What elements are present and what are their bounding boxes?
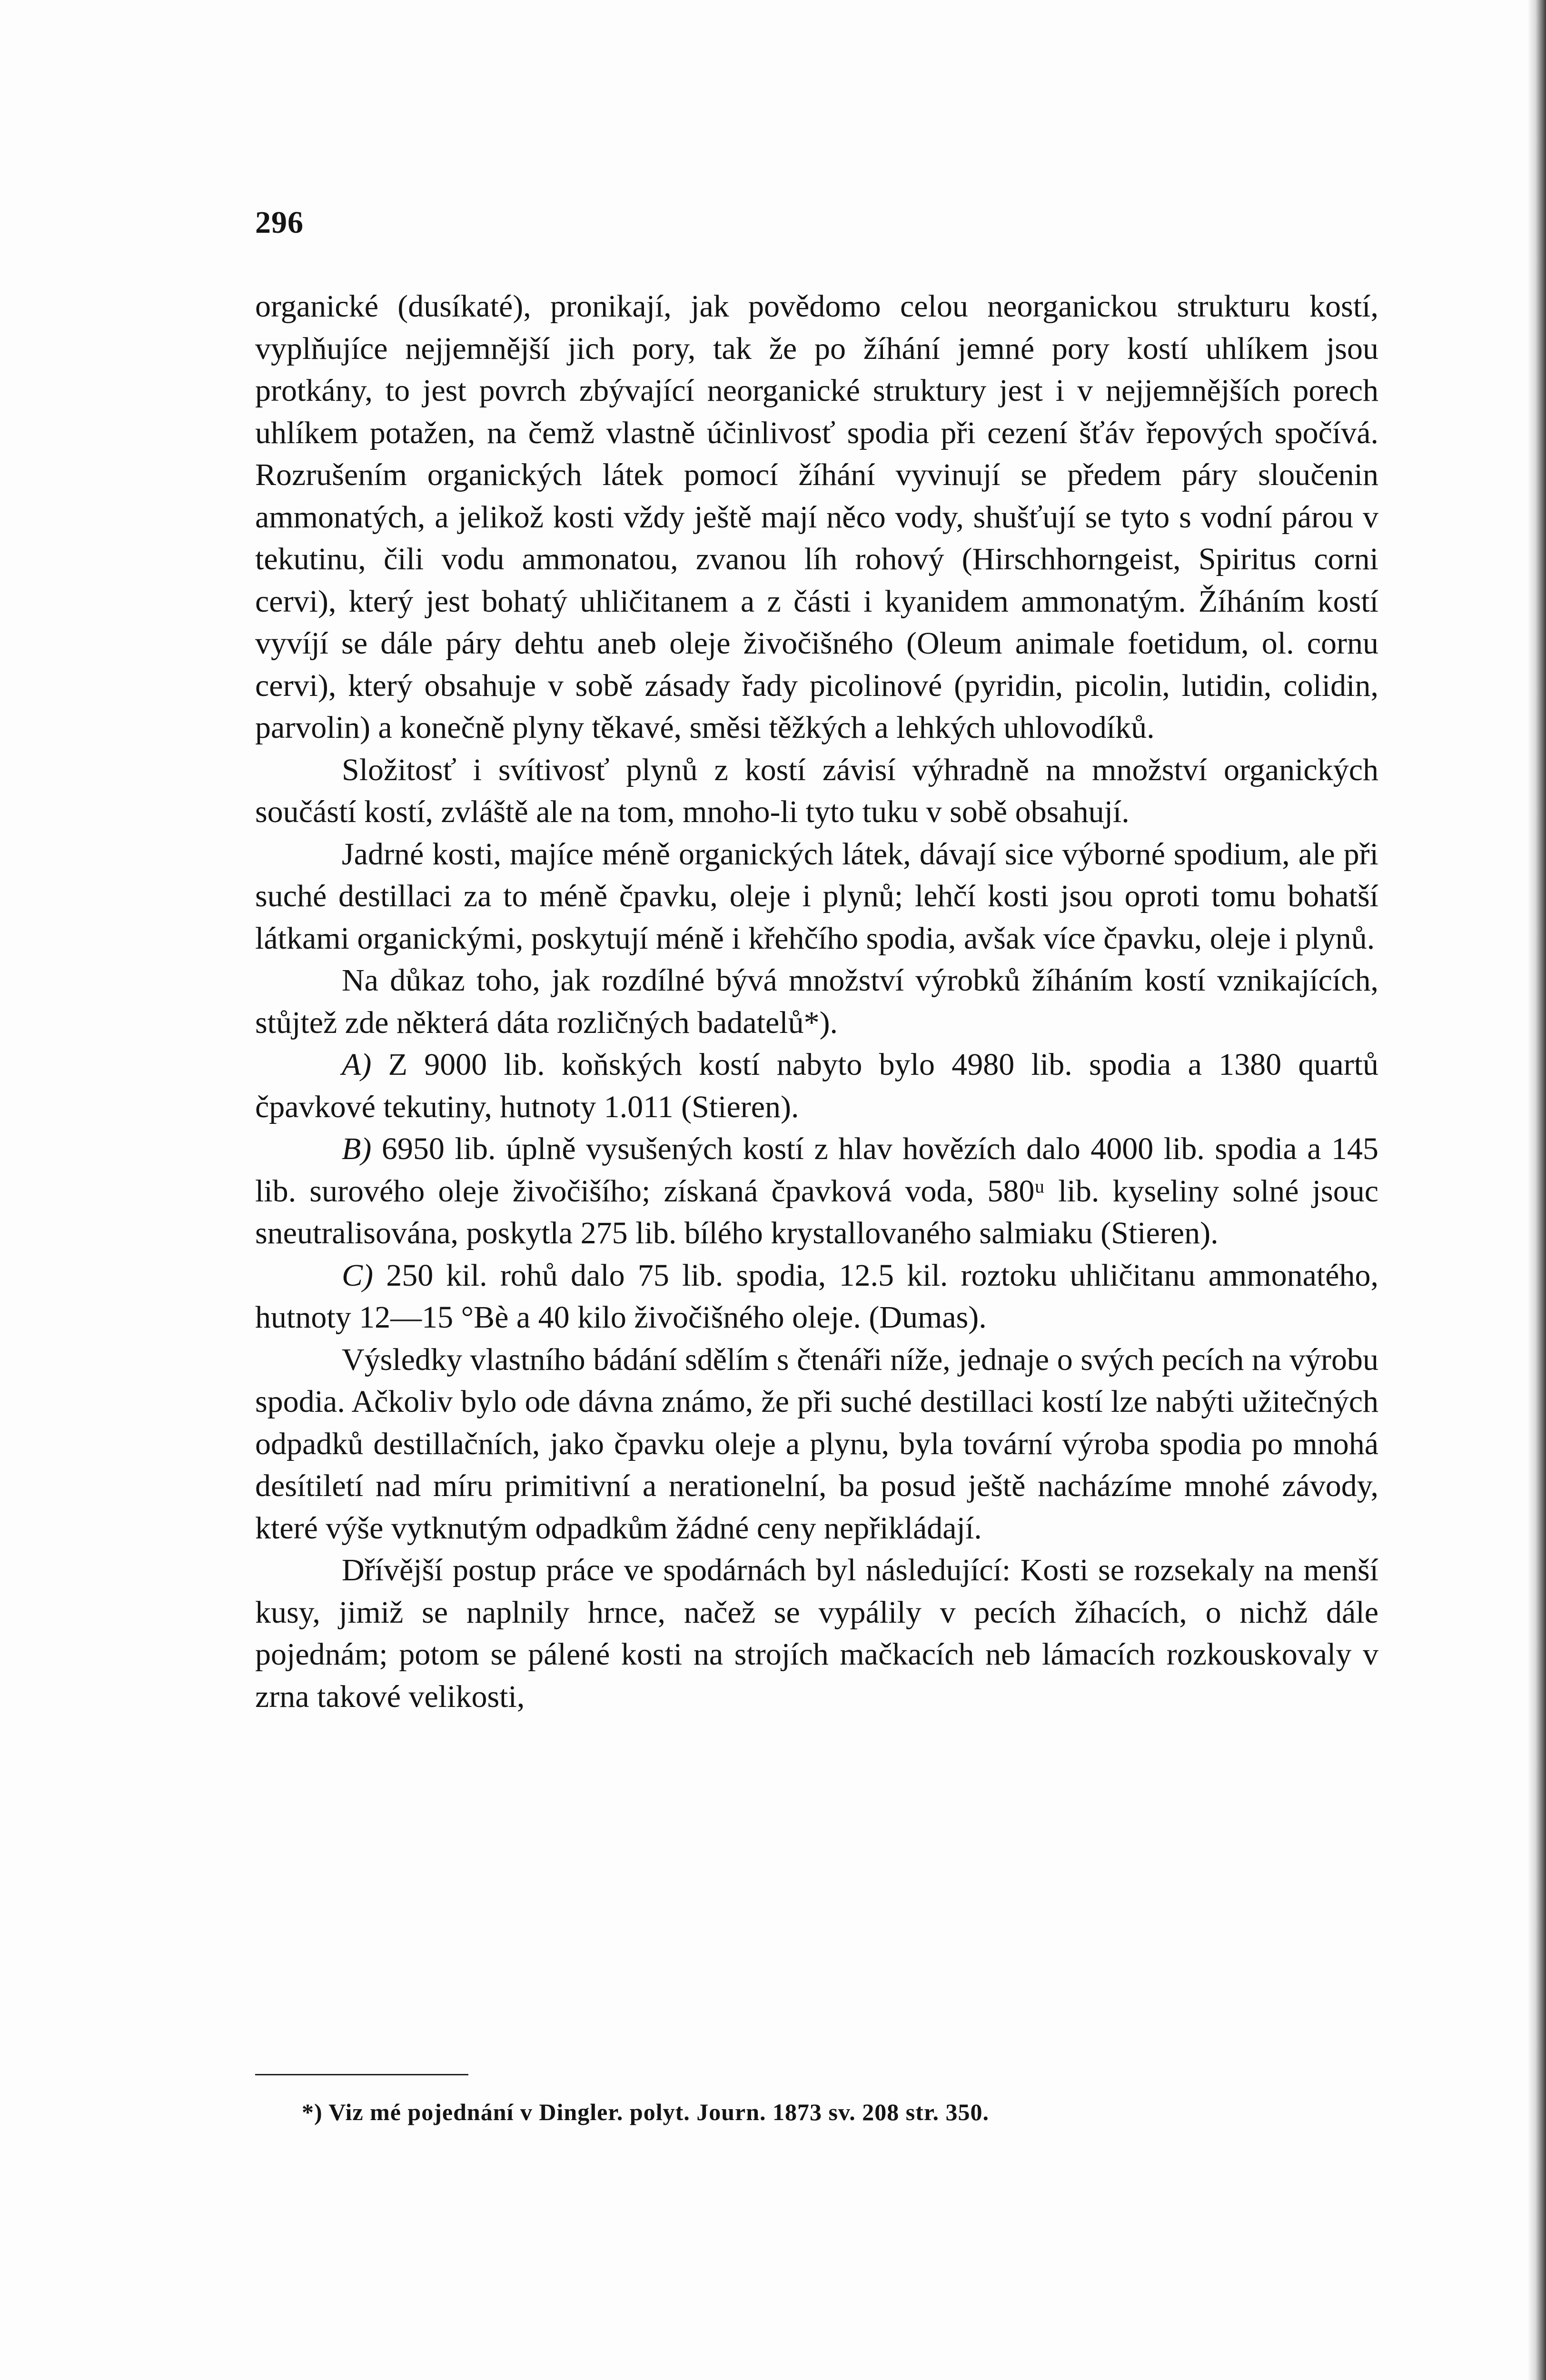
paragraph-5: Výsledky vlastního bádání sdělím s čtenáři níže, jednaje o svých pecích na výrobu spodia. Ačkoliv bylo ode dávna známo, že při suché destillaci kostí lze nabýti užitečných odpadků destillačních, jako čpavku oleje a plynu, byla tovární výroba spodia po mnohá desítiletí nad míru primitivní a nerationelní, ba posud ještě nacházíme mnohé závody, které výše vytknutým odpadkům žádné ceny nepřikládají. [255,1342,1378,1546]
footnote-divider [255,2074,468,2075]
body-text [255,286,1378,1718]
footnote: *) Viz mé pojednání v Dingler. polyt. Journ. 1873 sv. 208 str. 350. [302,2099,989,2125]
item-label-b: B) [342,1131,372,1166]
paragraph-2: Složitosť i svítivosť plynů z kostí závisí výhradně na množství organických součástí kostí, zvláště ale na tom, mnoho-li tyto tuku v sobě obsahují. [255,752,1378,829]
page-number: 296 [255,205,304,240]
item-text-c: 250 kil. rohů dalo 75 lib. spodia, 12.5 kil. roztoku uhličitanu ammonatého, hutnoty 12—15 °Bè a 40 kilo živočišného oleje. (Dumas). [255,1258,1378,1335]
item-text-a: Z 9000 lib. koňských kostí nabyto bylo 4980 lib. spodia a 1380 quartů čpavkové tekutiny, hutnoty 1.011 (Stieren). [255,1047,1379,1124]
item-label-c: C) [342,1258,373,1293]
paragraph-c [255,1255,1378,1339]
item-label-a: A) [342,1047,372,1082]
paragraph-6: Dřívější postup práce ve spodárnách byl následující: Kosti se rozsekaly na menší kusy, jimiž se naplnily hrnce, načež se vypálily v pecích žíhacích, o nichž dále pojednám; potom se pálené kosti na strojích mačkacích neb lámacích rozkouskovaly v zrna takové velikosti, [255,1553,1378,1714]
paragraph-4: Na důkaz toho, jak rozdílné bývá množství výrobků žíháním kostí vznikajících, stůjtež zde některá dáta rozličných badatelů*). [255,963,1378,1040]
paragraph-b [255,1128,1378,1255]
scan-edge-right [1527,0,1546,2380]
paragraph-3: Jadrné kosti, majíce méně organických látek, dávají sice výborné spodium, ale při suché destillaci za to méně čpavku, oleje i plynů; lehčí kosti jsou oproti tomu bohatší látkami organickými, poskytují méně i křehčího spodia, avšak více čpavku, oleje i plynů. [255,836,1378,956]
item-text-b: 6950 lib. úplně vysušených kostí z hlav hovězích dalo 4000 lib. spodia a 145 lib. surového oleje živočišího; získaná čpavková voda, 580ᵘ lib. kyseliny solné jsouc sneutralisována, poskytla 275 lib. bílého krystallovaného salmiaku (Stieren). [255,1131,1379,1250]
paragraph-1: organické (dusíkaté), pronikají, jak povědomo celou neorganickou strukturu kostí, vyplňujíce nejjemnější jich pory, tak že po žíhání jemné pory kostí uhlíkem jsou protkány, to jest povrch zbývající neorganické struktury jest i v nejjemnějších porech uhlíkem potažen, na čemž vlastně účinlivosť spodia při cezení šťáv řepových spočívá. Rozrušením organických látek pomocí žíhání vyvinují se předem páry sloučenin ammonatých, a jelikož kosti vždy ještě mají něco vody, shušťují se tyto s vodní párou v tekutinu, čili vodu ammonatou, zvanou líh rohový (Hirschhorngeist, Spiritus corni cervi), který jest bohatý uhličitanem a z části i kyanidem ammonatým. Žíháním kostí vyvíjí se dále páry dehtu aneb oleje živočišného (Oleum animale foetidum, ol. cornu cervi), který obsahuje v sobě zásady řady picolinové (pyridin, picolin, lutidin, colidin, parvolin) a konečně plyny těkavé, směsi těžkých a lehkých uhlovodíků. [255,289,1378,745]
paragraph-a [255,1044,1378,1128]
